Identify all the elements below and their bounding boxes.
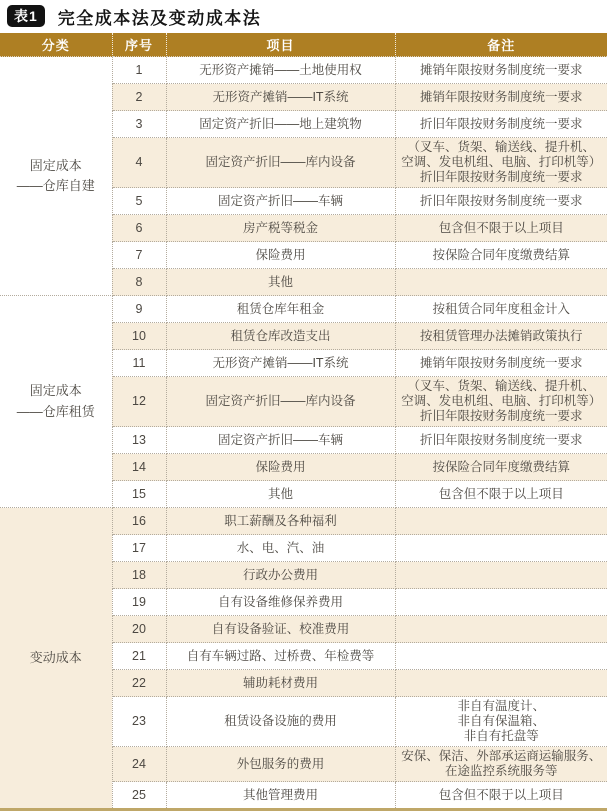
item-cell: 外包服务的费用 bbox=[166, 747, 395, 782]
note-cell: 摊销年限按财务制度统一要求 bbox=[395, 350, 607, 377]
row-number-cell: 9 bbox=[112, 296, 166, 323]
row-number-cell: 1 bbox=[112, 57, 166, 84]
item-cell: 自有设备验证、校准费用 bbox=[166, 616, 395, 643]
item-cell: 租赁仓库年租金 bbox=[166, 296, 395, 323]
row-number-cell: 4 bbox=[112, 138, 166, 188]
item-cell: 职工薪酬及各种福利 bbox=[166, 508, 395, 535]
item-cell: 无形资产摊销——土地使用权 bbox=[166, 57, 395, 84]
item-cell: 固定资产折旧——车辆 bbox=[166, 427, 395, 454]
item-cell: 无形资产摊销——IT系统 bbox=[166, 84, 395, 111]
row-number-cell: 15 bbox=[112, 481, 166, 508]
row-number-cell: 12 bbox=[112, 377, 166, 427]
note-cell: 包含但不限于以上项目 bbox=[395, 481, 607, 508]
note-cell bbox=[395, 616, 607, 643]
row-number-cell: 8 bbox=[112, 269, 166, 296]
header-category: 分类 bbox=[0, 33, 112, 57]
note-cell: 安保、保洁、外部承运商运输服务、 在途监控系统服务等 bbox=[395, 747, 607, 782]
row-number-cell: 5 bbox=[112, 188, 166, 215]
row-number-cell: 13 bbox=[112, 427, 166, 454]
table-row bbox=[0, 57, 607, 84]
header-item: 项目 bbox=[166, 33, 395, 57]
item-cell: 其他管理费用 bbox=[166, 782, 395, 810]
note-cell bbox=[395, 535, 607, 562]
item-cell: 固定资产折旧——库内设备 bbox=[166, 377, 395, 427]
table-body bbox=[0, 57, 607, 810]
row-number-cell: 7 bbox=[112, 242, 166, 269]
note-cell: 非自有温度计、 非自有保温箱、 非自有托盘等 bbox=[395, 697, 607, 747]
note-cell: 按租赁合同年度租金计入 bbox=[395, 296, 607, 323]
note-cell bbox=[395, 562, 607, 589]
category-cell: 变动成本 bbox=[0, 508, 112, 810]
note-cell bbox=[395, 269, 607, 296]
item-cell: 无形资产摊销——IT系统 bbox=[166, 350, 395, 377]
category-cell: 固定成本 ——仓库自建 bbox=[0, 57, 112, 296]
item-cell: 固定资产折旧——车辆 bbox=[166, 188, 395, 215]
item-cell: 自有设备维修保养费用 bbox=[166, 589, 395, 616]
category-cell: 固定成本 ——仓库租赁 bbox=[0, 296, 112, 508]
table-title-row bbox=[0, 0, 607, 33]
note-cell: 折旧年限按财务制度统一要求 bbox=[395, 427, 607, 454]
item-cell: 其他 bbox=[166, 269, 395, 296]
item-cell: 其他 bbox=[166, 481, 395, 508]
note-cell: 按保险合同年度缴费结算 bbox=[395, 454, 607, 481]
note-cell: （叉车、货架、输送线、提升机、 空调、发电机组、电脑、打印机等） 折旧年限按财务制度统一要求 bbox=[395, 377, 607, 427]
item-cell: 行政办公费用 bbox=[166, 562, 395, 589]
header-note: 备注 bbox=[395, 33, 607, 57]
row-number-cell: 3 bbox=[112, 111, 166, 138]
row-number-cell: 24 bbox=[112, 747, 166, 782]
note-cell bbox=[395, 643, 607, 670]
table-row bbox=[0, 508, 607, 535]
item-cell: 租赁设备设施的费用 bbox=[166, 697, 395, 747]
row-number-cell: 6 bbox=[112, 215, 166, 242]
item-cell: 固定资产折旧——库内设备 bbox=[166, 138, 395, 188]
row-number-cell: 2 bbox=[112, 84, 166, 111]
note-cell: 按保险合同年度缴费结算 bbox=[395, 242, 607, 269]
item-cell: 房产税等税金 bbox=[166, 215, 395, 242]
row-number-cell: 16 bbox=[112, 508, 166, 535]
note-cell bbox=[395, 589, 607, 616]
row-number-cell: 20 bbox=[112, 616, 166, 643]
header-no: 序号 bbox=[112, 33, 166, 57]
row-number-cell: 21 bbox=[112, 643, 166, 670]
row-number-cell: 22 bbox=[112, 670, 166, 697]
row-number-cell: 18 bbox=[112, 562, 166, 589]
note-cell: 折旧年限按财务制度统一要求 bbox=[395, 111, 607, 138]
note-cell: 包含但不限于以上项目 bbox=[395, 782, 607, 810]
item-cell: 租赁仓库改造支出 bbox=[166, 323, 395, 350]
note-cell: 包含但不限于以上项目 bbox=[395, 215, 607, 242]
row-number-cell: 14 bbox=[112, 454, 166, 481]
note-cell: 摊销年限按财务制度统一要求 bbox=[395, 57, 607, 84]
row-number-cell: 17 bbox=[112, 535, 166, 562]
row-number-cell: 25 bbox=[112, 782, 166, 810]
note-cell bbox=[395, 508, 607, 535]
item-cell: 固定资产折旧——地上建筑物 bbox=[166, 111, 395, 138]
row-number-cell: 23 bbox=[112, 697, 166, 747]
page-title: 完全成本法及变动成本法 bbox=[57, 8, 262, 28]
row-number-cell: 10 bbox=[112, 323, 166, 350]
note-cell: 折旧年限按财务制度统一要求 bbox=[395, 188, 607, 215]
item-cell: 水、电、汽、油 bbox=[166, 535, 395, 562]
header-row bbox=[0, 33, 607, 57]
item-cell: 辅助耗材费用 bbox=[166, 670, 395, 697]
row-number-cell: 19 bbox=[112, 589, 166, 616]
table-row bbox=[0, 296, 607, 323]
item-cell: 保险费用 bbox=[166, 454, 395, 481]
table-number-badge: 表1 bbox=[7, 5, 45, 27]
cost-table bbox=[0, 33, 607, 811]
note-cell: （叉车、货架、输送线、提升机、 空调、发电机组、电脑、打印机等） 折旧年限按财务制度统一要求 bbox=[395, 138, 607, 188]
item-cell: 自有车辆过路、过桥费、年检费等 bbox=[166, 643, 395, 670]
note-cell bbox=[395, 670, 607, 697]
item-cell: 保险费用 bbox=[166, 242, 395, 269]
note-cell: 摊销年限按财务制度统一要求 bbox=[395, 84, 607, 111]
row-number-cell: 11 bbox=[112, 350, 166, 377]
note-cell: 按租赁管理办法摊销政策执行 bbox=[395, 323, 607, 350]
